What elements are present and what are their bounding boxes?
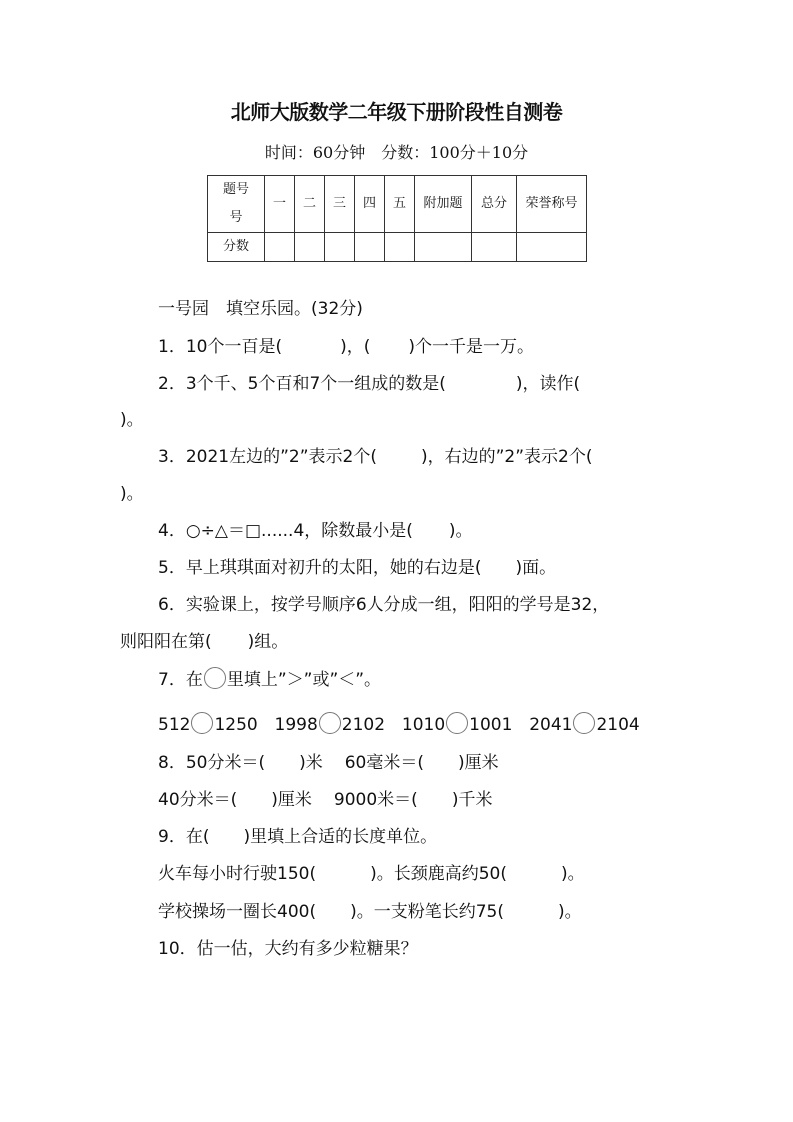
compare-circle[interactable] bbox=[204, 667, 226, 689]
q9-text-b: )里填上合适的长度单位。 bbox=[243, 827, 438, 847]
score-cell[interactable] bbox=[295, 233, 325, 262]
compare-circle[interactable] bbox=[573, 712, 595, 734]
pair-3-left: 1010 bbox=[401, 715, 446, 735]
q10-text: 10．估一估，大约有多少粒糖果？ bbox=[158, 939, 418, 959]
q8-l2a: 40分米＝( bbox=[158, 790, 238, 810]
q1-text-b: )，( bbox=[340, 337, 371, 357]
pair-2-left: 1998 bbox=[274, 715, 318, 735]
score-table bbox=[207, 175, 587, 262]
q8-l1d: )厘米 bbox=[458, 753, 499, 773]
q6-cont-a: 则阳阳在第( bbox=[120, 632, 212, 652]
q5-text-b: )面。 bbox=[515, 558, 557, 578]
row-label-score: 分数 bbox=[208, 233, 265, 262]
q7-text-a: 7．在 bbox=[158, 670, 203, 690]
score-cell[interactable] bbox=[472, 233, 517, 262]
q4-text-a: 4．○÷△＝□......4，除数最小是( bbox=[158, 521, 413, 541]
q2-text-b: )，读作( bbox=[515, 374, 581, 394]
q4-text-b: )。 bbox=[448, 521, 473, 541]
q9-l2b: )。一支粉笔长约75( bbox=[350, 902, 504, 922]
q3-text-b: )，右边的”2”表示2个( bbox=[420, 447, 593, 467]
header-label-line2: 号 bbox=[229, 210, 243, 225]
q5-text-a: 5．早上琪琪面对初升的太阳，她的右边是( bbox=[158, 558, 482, 578]
header-label-cell bbox=[208, 176, 265, 233]
q9-l1a: 火车每小时行驶150( bbox=[158, 864, 317, 884]
col-header-total: 总分 bbox=[472, 176, 517, 233]
pair-1-left: 512 bbox=[158, 715, 191, 735]
col-header-5: 五 bbox=[385, 176, 415, 233]
q3-continuation: )。 bbox=[120, 484, 144, 504]
q7-text-b: 里填上”＞”或”＜”。 bbox=[226, 670, 382, 690]
q9-l1b: )。长颈鹿高约50( bbox=[370, 864, 507, 884]
col-header-3: 三 bbox=[325, 176, 355, 233]
q8-l2d: )千米 bbox=[451, 790, 493, 810]
q8-l2c: 9000米＝( bbox=[333, 790, 418, 810]
score-table-header-row bbox=[208, 176, 587, 233]
q2-text-a: 2．3个千、5个百和7个一组成的数是( bbox=[158, 374, 446, 394]
pair-3-right: 1001 bbox=[469, 715, 513, 735]
exam-info: 时间：60分钟 分数：100分＋10分 bbox=[264, 143, 529, 162]
q9-l2c: )。 bbox=[558, 902, 582, 922]
pair-4-left: 2041 bbox=[529, 715, 573, 735]
q1-text-a: 1．10个一百是( bbox=[158, 337, 283, 357]
col-header-1: 一 bbox=[265, 176, 295, 233]
q6-text-a: 6．实验课上，按学号顺序6人分成一组，阳阳的学号是32， bbox=[158, 595, 610, 615]
compare-circle[interactable] bbox=[191, 712, 213, 734]
pair-1-right: 1250 bbox=[214, 715, 258, 735]
score-cell[interactable] bbox=[265, 233, 295, 262]
q8-l1b: )米 bbox=[299, 753, 323, 773]
q8-l2b: )厘米 bbox=[271, 790, 312, 810]
q8-l1c: 60毫米＝( bbox=[344, 753, 424, 773]
compare-circle[interactable] bbox=[319, 712, 341, 734]
q9-l2a: 学校操场一圈长400( bbox=[158, 902, 317, 922]
section-heading: 一号园 填空乐园。(32分) bbox=[158, 299, 363, 319]
col-header-4: 四 bbox=[355, 176, 385, 233]
q6-cont-b: )组。 bbox=[247, 632, 289, 652]
score-table-score-row bbox=[208, 233, 587, 262]
score-cell[interactable] bbox=[517, 233, 587, 262]
score-cell[interactable] bbox=[385, 233, 415, 262]
col-header-honor: 荣誉称号 bbox=[517, 176, 587, 233]
score-cell[interactable] bbox=[325, 233, 355, 262]
q2-continuation: )。 bbox=[120, 410, 144, 430]
pair-4-right: 2104 bbox=[596, 715, 640, 735]
q9-l1c: )。 bbox=[561, 864, 585, 884]
compare-circle[interactable] bbox=[446, 712, 468, 734]
score-cell[interactable] bbox=[415, 233, 472, 262]
q1-text-c: )个一千是一万。 bbox=[408, 337, 534, 357]
page-title: 北师大版数学二年级下册阶段性自测卷 bbox=[230, 100, 563, 124]
col-header-extra: 附加题 bbox=[415, 176, 472, 233]
pair-2-right: 2102 bbox=[341, 715, 386, 735]
q8-l1a: 8．50分米＝( bbox=[158, 753, 266, 773]
header-label-line1: 题号 bbox=[222, 182, 249, 197]
q9-text-a: 9．在( bbox=[158, 827, 210, 847]
col-header-2: 二 bbox=[295, 176, 325, 233]
score-cell[interactable] bbox=[355, 233, 385, 262]
q3-text-a: 3．2021左边的”2”表示2个( bbox=[158, 447, 377, 467]
